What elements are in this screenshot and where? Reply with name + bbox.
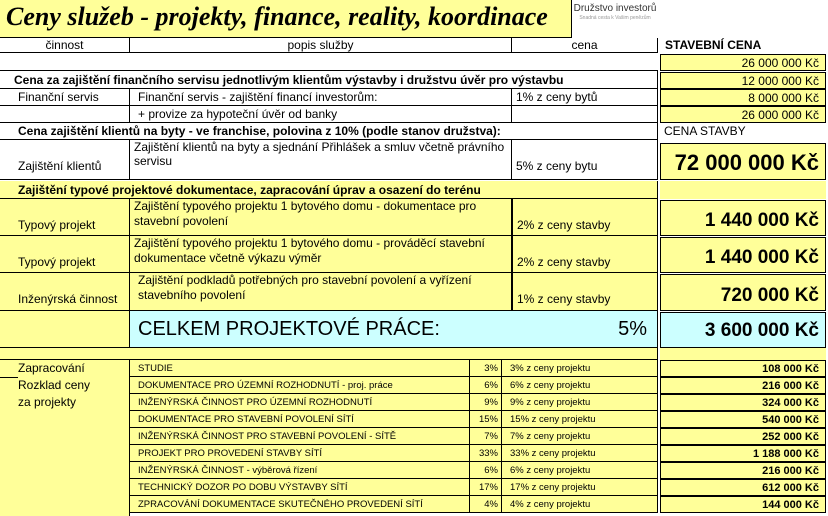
breakdown-percent: 6%: [470, 377, 502, 394]
breakdown-value: 540 000 Kč: [660, 411, 826, 428]
label-divider: [0, 377, 18, 378]
projects-total-value: 3 600 000 Kč: [660, 312, 826, 348]
breakdown-percent: 3%: [470, 360, 502, 377]
breakdown-item: PROJEKT PRO PROVEDENÍ STAVBY SÍTÍ: [130, 445, 470, 462]
breakdown-price: 4% z ceny projektu: [502, 496, 658, 513]
finance-row2-blank: [0, 106, 130, 123]
total-row-blank: [0, 311, 130, 348]
project-row-2-value: 1 440 000 Kč: [660, 237, 826, 273]
breakdown-item: INŽENÝRSKÁ ČINNOST PRO STAVEBNÍ POVOLENÍ - SÍTĚ: [130, 428, 470, 445]
project-row-3-price: 1% z ceny stavby: [512, 273, 658, 311]
breakdown-percent: 33%: [470, 445, 502, 462]
finance-commission-value: 26 000 000 Kč: [660, 106, 826, 123]
breakdown-label-1: Zapracování: [18, 361, 85, 375]
breakdown-item: DOKUMENTACE PRO ÚZEMNÍ ROZHODNUTÍ - proj. práce: [130, 377, 470, 394]
finance-heading: Cena za zajištění finančního servisu jednotlivým klientům výstavby i družstvu úvěr pro výstavbu: [0, 71, 658, 89]
clients-value-label: CENA STAVBY: [664, 124, 746, 138]
breakdown-item: ZPRACOVÁNÍ DOKUMENTACE SKUTEČNÉHO PROVEDENÍ SÍTÍ: [130, 496, 470, 513]
breakdown-percent: 4%: [470, 496, 502, 513]
breakdown-percent: 17%: [470, 479, 502, 496]
spacer-row-right: [660, 348, 826, 360]
project-row-3-value: 720 000 Kč: [660, 274, 826, 311]
logo-name: Družstvo investorů: [573, 3, 657, 14]
projects-total-percent: 5%: [502, 311, 658, 348]
breakdown-percent: 9%: [470, 394, 502, 411]
project-row-2-description: Zajištění typového projektu 1 bytového domu - prováděcí stavební dokumentace včetně výkazu výměr: [130, 236, 512, 273]
breakdown-value: 144 000 Kč: [660, 496, 826, 513]
breakdown-label-3: za projekty: [18, 395, 77, 409]
project-row-2-activity: Typový projekt: [0, 236, 130, 273]
breakdown-labels: [0, 360, 130, 516]
projects-total-label: CELKEM PROJEKTOVÉ PRÁCE:: [130, 311, 502, 348]
project-row-2-price: 2% z ceny stavby: [512, 236, 658, 273]
finance-heading-value: 12 000 000 Kč: [660, 72, 826, 89]
breakdown-price: 3% z ceny projektu: [502, 360, 658, 377]
breakdown-value: 216 000 Kč: [660, 462, 826, 479]
header-construction-price: STAVEBNÍ CENA: [665, 38, 762, 52]
header-description: popis služby: [130, 38, 512, 53]
breakdown-value: 1 188 000 Kč: [660, 445, 826, 462]
breakdown-percent: 6%: [470, 462, 502, 479]
page-title: Ceny služeb - projekty, finance, reality, koordinace: [0, 0, 572, 38]
breakdown-item: INŽENÝRSKÁ ČINNOST - výběrová řízení: [130, 462, 470, 479]
clients-activity: Zajištění klientů: [0, 140, 130, 180]
project-row-1-activity: Typový projekt: [0, 199, 130, 236]
header-price: cena: [512, 38, 658, 53]
breakdown-value: 612 000 Kč: [660, 479, 826, 496]
finance-commission: + provize za hypoteční úvěr od banky: [130, 106, 512, 123]
breakdown-price: 33% z ceny projektu: [502, 445, 658, 462]
breakdown-value: 252 000 Kč: [660, 428, 826, 445]
clients-heading: Cena zajištění klientů na byty - ve franchise, polovina z 10% (podle stanov družstva):: [0, 123, 658, 140]
blank-row: [0, 54, 658, 71]
breakdown-percent: 7%: [470, 428, 502, 445]
breakdown-value: 216 000 Kč: [660, 377, 826, 394]
project-row-3-description: Zajištění podkladů potřebných pro stavební povolení a vyřízení stavebního povolení: [130, 273, 512, 311]
breakdown-item: TECHNICKÝ DOZOR PO DOBU VÝSTAVBY SÍTÍ: [130, 479, 470, 496]
projects-heading: Zajištění typové projektové dokumentace, zapracování úprav a osazení do terénu: [0, 181, 658, 199]
construction-price-total: 26 000 000 Kč: [660, 54, 826, 71]
breakdown-price: 6% z ceny projektu: [502, 462, 658, 479]
header-activity: činnost: [0, 38, 130, 53]
breakdown-label-2: Rozklad ceny: [18, 378, 91, 392]
project-row-3-activity: Inženýrská činnost: [0, 273, 130, 311]
finance-activity: Finanční servis: [0, 89, 130, 106]
breakdown-price: 9% z ceny projektu: [502, 394, 658, 411]
breakdown-value: 108 000 Kč: [660, 360, 826, 377]
breakdown-price: 7% z ceny projektu: [502, 428, 658, 445]
breakdown-item: STUDIE: [130, 360, 470, 377]
clients-value: 72 000 000 Kč: [660, 143, 826, 180]
company-logo: [572, 0, 658, 38]
finance-value: 8 000 000 Kč: [660, 89, 826, 106]
breakdown-value: 324 000 Kč: [660, 394, 826, 411]
projects-heading-fill: [660, 181, 826, 199]
clients-price: 5% z ceny bytu: [512, 140, 658, 180]
finance-description: Finanční servis - zajištění financí investorům:: [130, 89, 512, 106]
spacer-row: [0, 348, 658, 360]
logo-tagline: Snadná cesta k Vašim penězům: [579, 15, 651, 21]
breakdown-percent: 15%: [470, 411, 502, 428]
finance-price: 1% z ceny bytů: [512, 89, 658, 106]
breakdown-price: 6% z ceny projektu: [502, 377, 658, 394]
breakdown-item: DOKUMENTACE PRO STAVEBNÍ POVOLENÍ SÍTÍ: [130, 411, 470, 428]
project-row-1-description: Zajištění typového projektu 1 bytového domu - dokumentace pro stavební povolení: [130, 199, 512, 236]
project-row-1-value: 1 440 000 Kč: [660, 200, 826, 236]
project-row-1-price: 2% z ceny stavby: [512, 199, 658, 236]
breakdown-price: 15% z ceny projektu: [502, 411, 658, 428]
breakdown-item: INŽENÝRSKÁ ČINNOST PRO ÚZEMNÍ ROZHODNUTÍ: [130, 394, 470, 411]
breakdown-price: 17% z ceny projektu: [502, 479, 658, 496]
clients-description: Zajištění klientů na byty a sjednání Přihlášek a smluv včetně právního servisu: [130, 140, 512, 180]
finance-row2-price-blank: [512, 106, 658, 123]
